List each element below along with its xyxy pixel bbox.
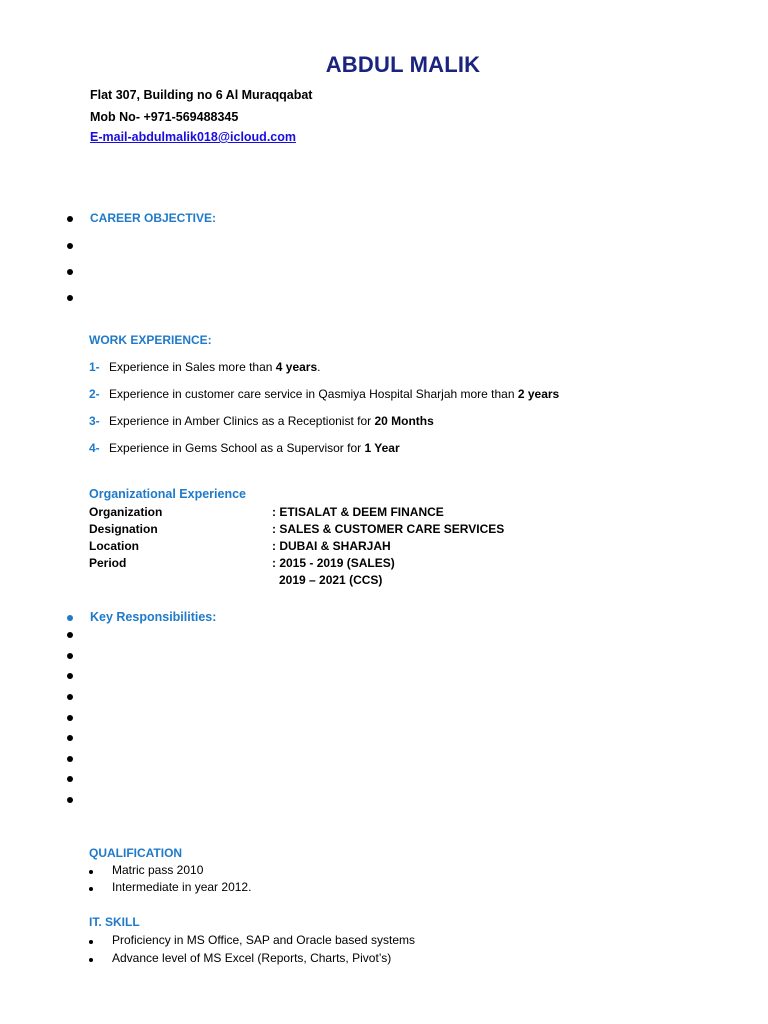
- item-emphasis: 2 years: [517, 387, 560, 401]
- org-value: : ETISALAT & DEEM FINANCE: [272, 505, 444, 519]
- work-experience-item: [89, 441, 400, 455]
- org-value: : SALES & CUSTOMER CARE SERVICES: [272, 522, 505, 536]
- org-label: Period: [89, 556, 127, 570]
- org-value: : 2015 - 2019 (SALES): [272, 556, 395, 570]
- bullet-icon: [67, 632, 73, 638]
- bullet-icon: [67, 295, 73, 301]
- item-emphasis: 1 Year: [364, 441, 400, 455]
- item-emphasis: 4 years: [275, 360, 318, 374]
- bullet-icon: [67, 694, 73, 700]
- bullet-icon: [89, 870, 93, 874]
- organizational-experience-heading: Organizational Experience: [89, 487, 246, 501]
- work-experience-item: [89, 387, 559, 401]
- it-skill-item: Advance level of MS Excel (Reports, Charts, Pivot’s): [112, 951, 392, 965]
- qualification-item: Matric pass 2010: [112, 863, 204, 877]
- it-skill-item: Proficiency in MS Office, SAP and Oracle based systems: [112, 933, 416, 947]
- qualification-item: Intermediate in year 2012.: [112, 880, 252, 894]
- item-number: 2-: [89, 387, 100, 401]
- career-objective-heading: CAREER OBJECTIVE:: [90, 211, 217, 225]
- org-label: Organization: [89, 505, 163, 519]
- org-value: : DUBAI & SHARJAH: [272, 539, 391, 553]
- mobile-number: Mob No- +971-569488345: [90, 110, 239, 124]
- bullet-icon: [67, 653, 73, 659]
- item-emphasis: 20 Months: [374, 414, 434, 428]
- bullet-icon: [67, 243, 73, 249]
- item-text: Experience in customer care service in Qasmiya Hospital Sharjah more than: [109, 387, 518, 401]
- it-skill-heading: IT. SKILL: [89, 915, 140, 929]
- work-experience-heading: WORK EXPERIENCE:: [89, 333, 212, 347]
- bullet-icon: [89, 940, 93, 944]
- bullet-icon: [67, 735, 73, 741]
- bullet-icon: [67, 776, 73, 782]
- candidate-name: ABDUL MALIK: [325, 52, 481, 77]
- org-label: Designation: [89, 522, 158, 536]
- item-text: Experience in Gems School as a Supervisor for: [109, 441, 365, 455]
- email-link[interactable]: E-mail-abdulmalik018@icloud.com: [90, 130, 296, 144]
- bullet-icon: [67, 673, 73, 679]
- bullet-icon: [89, 958, 93, 962]
- work-experience-item: [89, 414, 434, 428]
- item-number: 3-: [89, 414, 100, 428]
- item-suffix: .: [317, 360, 321, 374]
- bullet-icon: [67, 269, 73, 275]
- key-responsibilities-heading: Key Responsibilities:: [90, 610, 217, 624]
- qualification-heading: QUALIFICATION: [89, 846, 183, 860]
- item-text: Experience in Amber Clinics as a Receptionist for: [109, 414, 375, 428]
- bullet-icon: [89, 887, 93, 891]
- org-label: Location: [89, 539, 139, 553]
- org-value: 2019 – 2021 (CCS): [279, 573, 383, 587]
- bullet-icon: [67, 715, 73, 721]
- item-number: 4-: [89, 441, 100, 455]
- bullet-icon: [67, 216, 73, 222]
- bullet-icon: [67, 756, 73, 762]
- work-experience-item: [89, 360, 321, 374]
- item-number: 1-: [89, 360, 100, 374]
- bullet-icon: [67, 615, 73, 621]
- address: Flat 307, Building no 6 Al Muraqqabat: [90, 88, 313, 102]
- item-text: Experience in Sales more than: [109, 360, 276, 374]
- bullet-icon: [67, 797, 73, 803]
